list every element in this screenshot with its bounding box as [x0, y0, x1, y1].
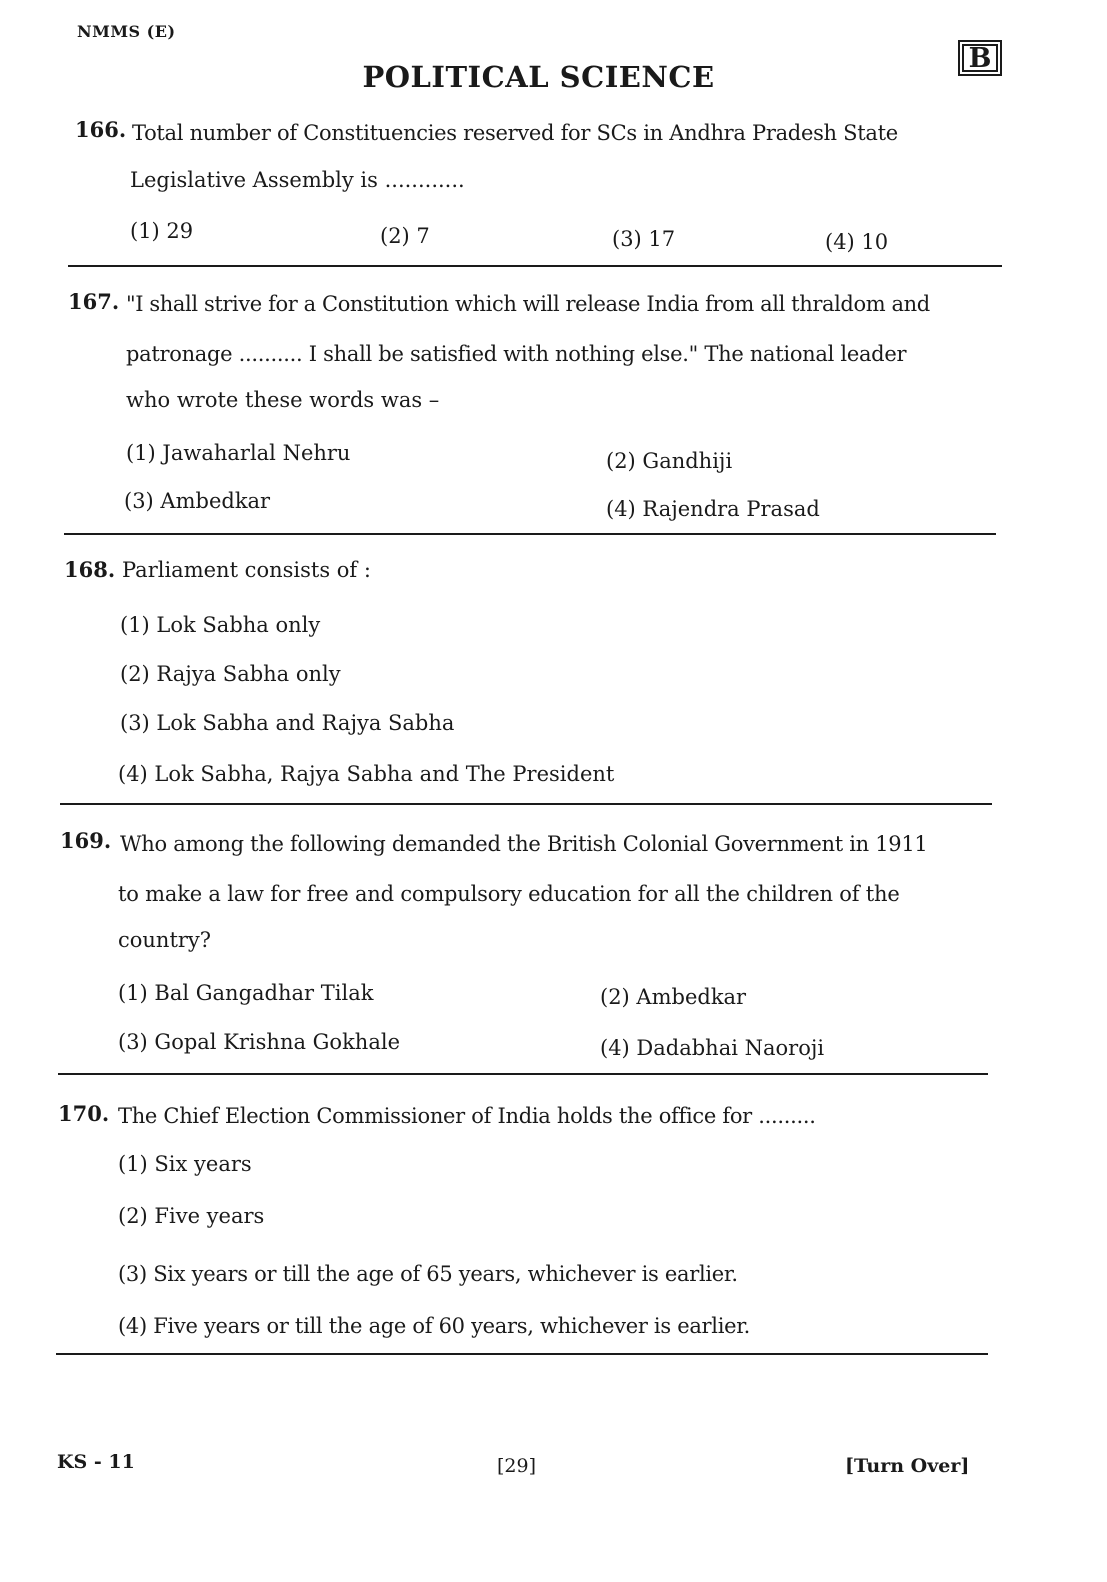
separator-line — [68, 265, 1002, 267]
question-text: "I shall strive for a Constitution which will release India from all thraldom and — [126, 292, 930, 316]
option: (1) Jawaharlal Nehru — [126, 441, 351, 465]
option: (3) Lok Sabha and Rajya Sabha — [120, 711, 455, 735]
turn-over-label: [Turn Over] — [845, 1455, 970, 1477]
question-text: to make a law for free and compulsory education for all the children of the — [118, 882, 900, 906]
option: (4) Dadabhai Naoroji — [600, 1036, 825, 1060]
footer-code: KS - 11 — [57, 1451, 135, 1473]
paper-code: NMMS (E) — [77, 22, 176, 41]
option: (2) Ambedkar — [600, 985, 747, 1009]
option: (1) Bal Gangadhar Tilak — [118, 981, 374, 1005]
question-number: 168. — [64, 557, 116, 582]
option: (3) Six years or till the age of 65 years, whichever is earlier. — [118, 1262, 738, 1286]
question-text: Who among the following demanded the British Colonial Government in 1911 — [120, 832, 928, 856]
page-number: [29] — [497, 1455, 537, 1477]
option: (1) Lok Sabha only — [120, 613, 321, 637]
option: (2) 7 — [380, 224, 430, 248]
question-text: country? — [118, 928, 212, 952]
option: (1) 29 — [130, 219, 194, 243]
question-text: Legislative Assembly is ............ — [130, 168, 465, 192]
separator-line — [58, 1073, 988, 1075]
separator-line — [56, 1353, 988, 1355]
question-text: The Chief Election Commissioner of India holds the office for ......... — [118, 1104, 816, 1128]
question-text: who wrote these words was – — [126, 388, 440, 412]
option: (4) Lok Sabha, Rajya Sabha and The President — [118, 762, 615, 786]
option: (2) Rajya Sabha only — [120, 662, 341, 686]
question-number: 169. — [60, 828, 112, 853]
option: (4) Five years or till the age of 60 years, whichever is earlier. — [118, 1314, 751, 1338]
option: (3) Ambedkar — [124, 489, 271, 513]
separator-line — [60, 803, 992, 805]
section-title: POLITICAL SCIENCE — [362, 60, 715, 94]
question-number: 166. — [75, 117, 127, 142]
option: (3) 17 — [612, 227, 676, 251]
question-text: patronage .......... I shall be satisfied with nothing else." The national leader — [126, 342, 907, 366]
option: (2) Five years — [118, 1204, 265, 1228]
option: (3) Gopal Krishna Gokhale — [118, 1030, 400, 1054]
question-text: Total number of Constituencies reserved for SCs in Andhra Pradesh State — [132, 121, 898, 145]
question-number: 170. — [58, 1101, 110, 1126]
question-number: 167. — [68, 289, 120, 314]
separator-line — [64, 533, 996, 535]
option: (1) Six years — [118, 1152, 252, 1176]
option: (4) Rajendra Prasad — [606, 497, 820, 521]
question-text: Parliament consists of : — [122, 558, 371, 582]
option: (2) Gandhiji — [606, 449, 733, 473]
option: (4) 10 — [825, 230, 889, 254]
series-box: B — [958, 40, 1002, 76]
